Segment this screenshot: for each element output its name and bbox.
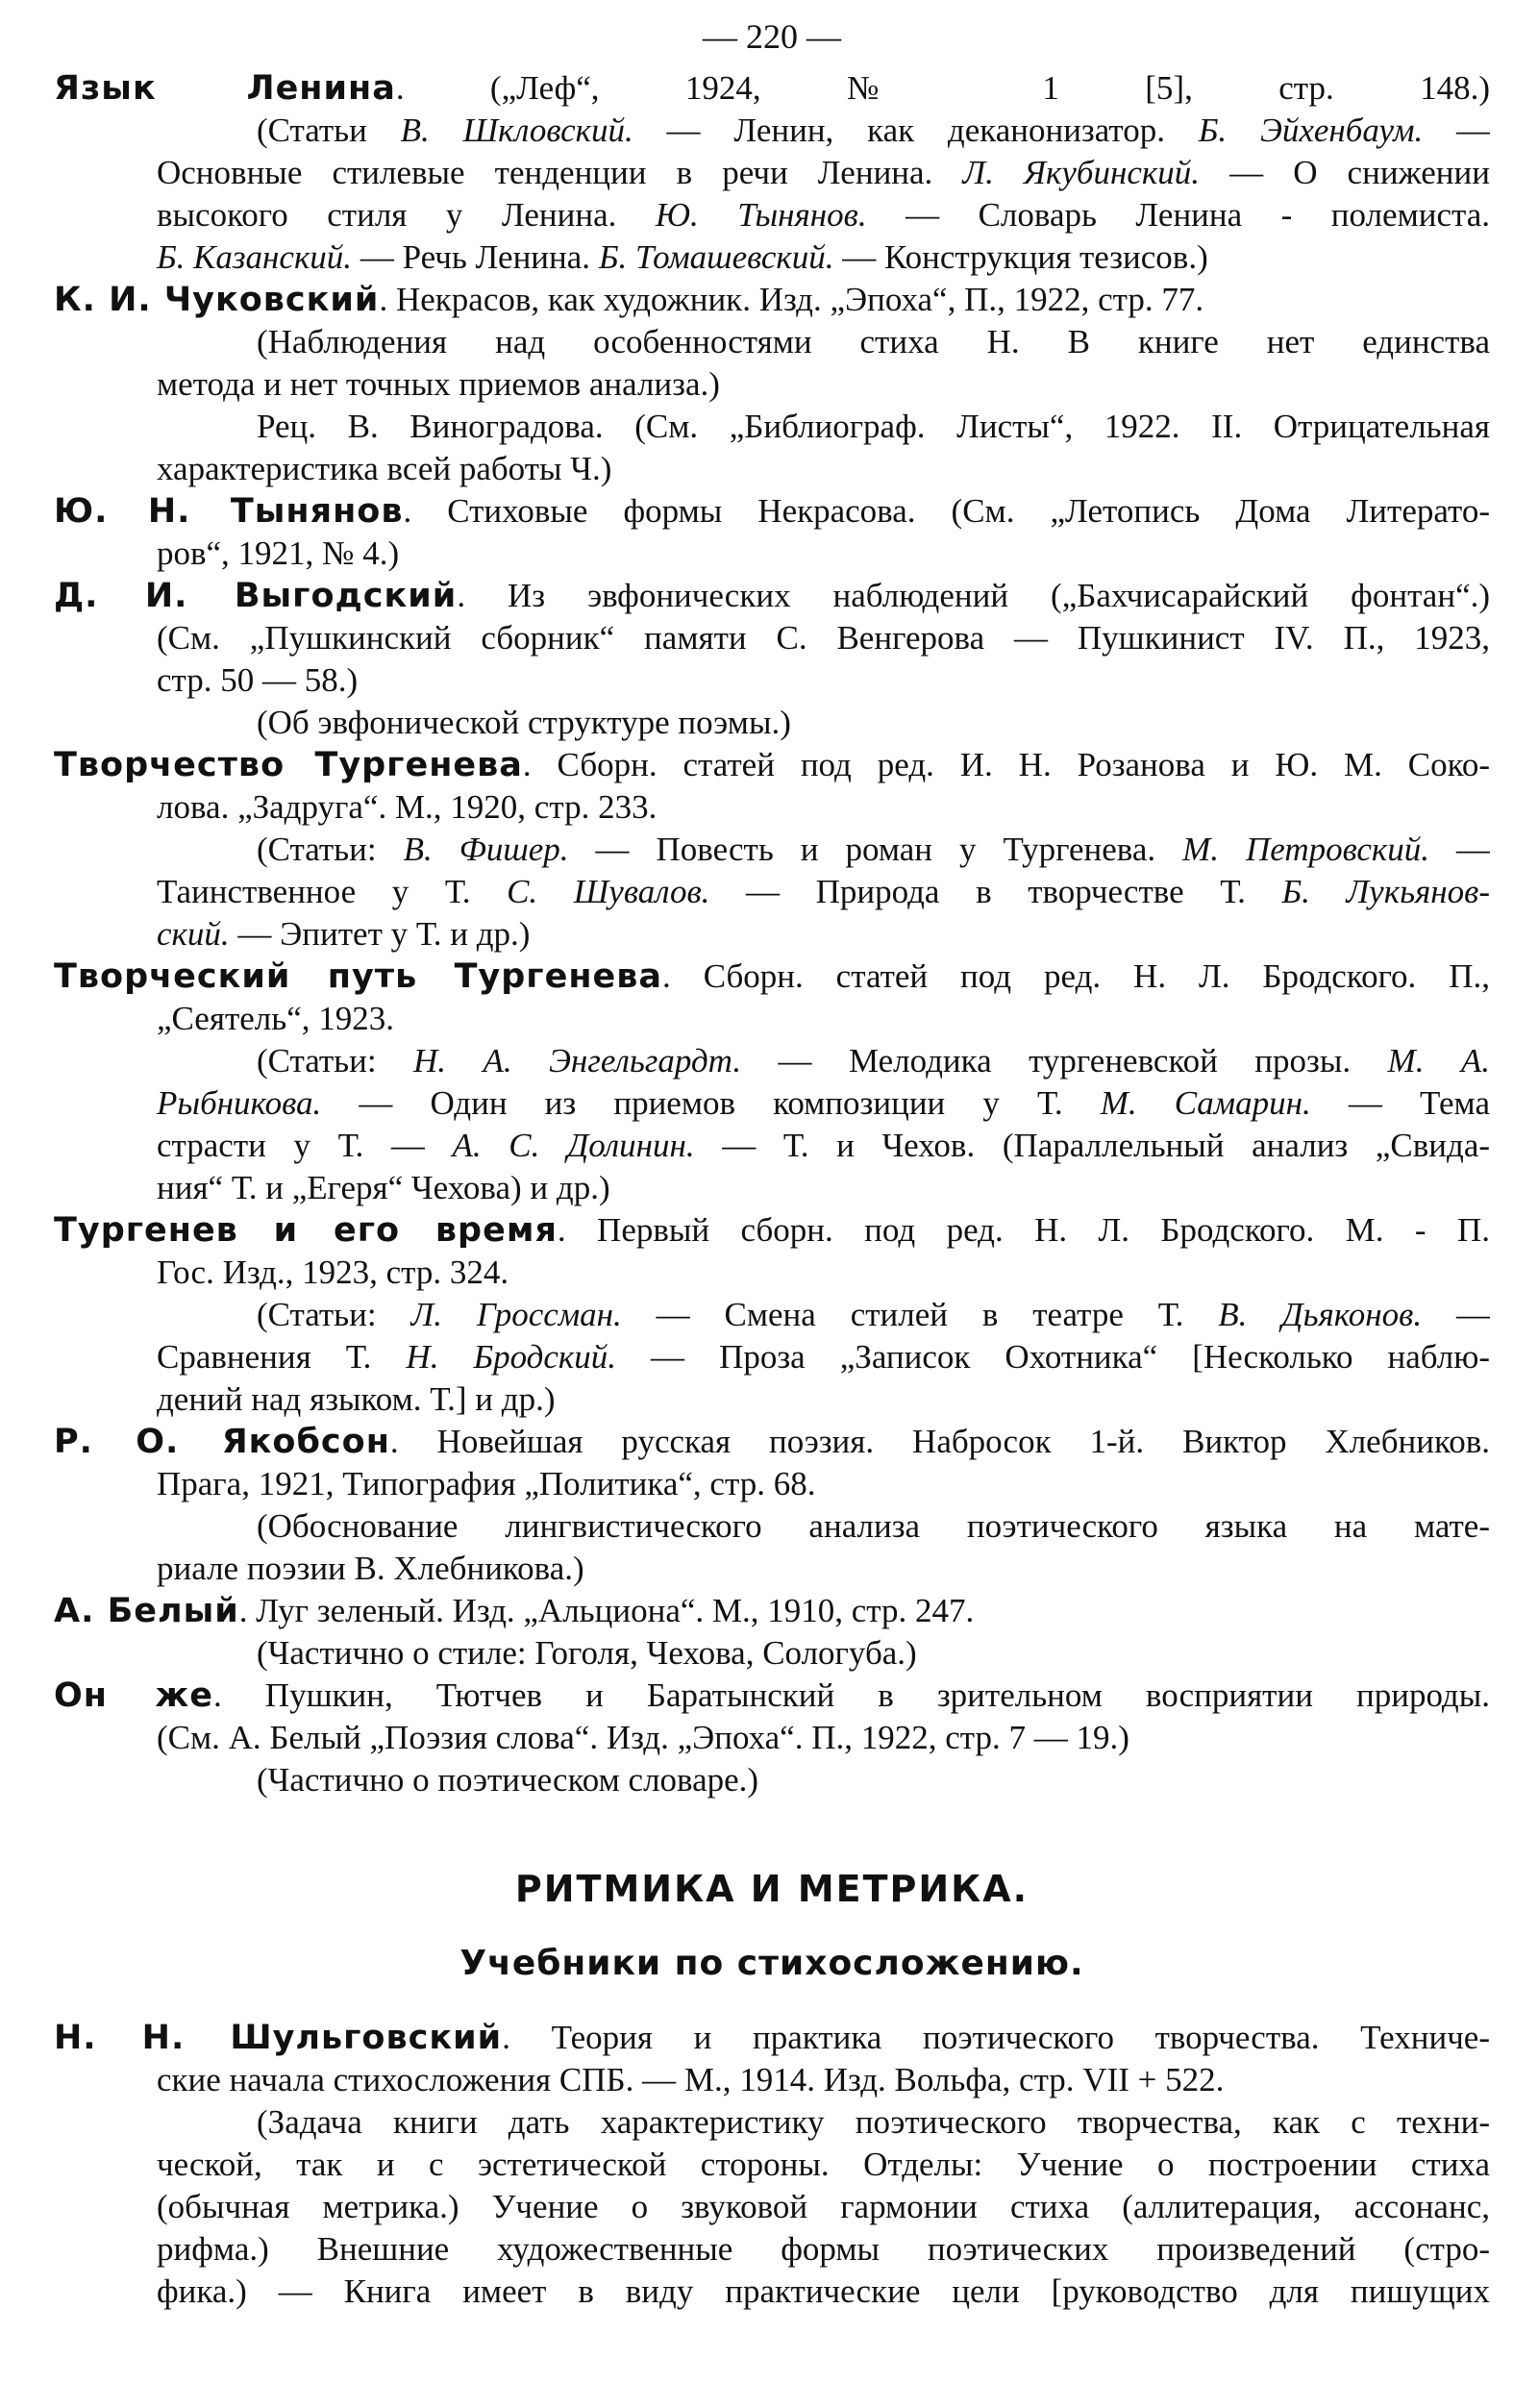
entry-line <box>54 152 1490 194</box>
entry-line <box>54 1167 1490 1209</box>
entry-line <box>54 617 1490 659</box>
bibliography-entry <box>54 2017 1490 2313</box>
entry-line <box>54 659 1490 702</box>
bibliography-entry <box>54 279 1490 490</box>
entry-text: страсти у Т. — <box>157 1127 453 1164</box>
bibliography-entry <box>54 956 1490 1209</box>
entry-text: метода и нет точных приемов анализа.) <box>157 365 720 403</box>
cited-author: ский. <box>157 915 230 953</box>
entry-text: . Сборн. статей под ред. Н. Л. Бродского. П., <box>662 957 1490 995</box>
entry-line <box>54 1252 1490 1294</box>
entry-text: Прага, 1921, Типография „Политика“, стр. 68. <box>157 1465 816 1502</box>
entry-line <box>54 871 1490 913</box>
entry-line <box>54 448 1490 490</box>
entry-text: Основные стилевые тенденции в речи Ленина. <box>157 154 963 191</box>
entry-text: — <box>1423 112 1490 149</box>
entry-text: риале поэзии В. Хлебникова.) <box>157 1550 584 1587</box>
cited-author: Н. Бродский. <box>406 1338 617 1376</box>
bibliography-entry <box>54 490 1490 575</box>
entry-text: . Сборн. статей под ред. И. Н. Розанова и Ю. М. Соко- <box>522 746 1490 783</box>
entry-text: характеристика всей работы Ч.) <box>157 450 612 487</box>
entry-text: (Статьи <box>257 112 401 149</box>
bibliography-list-2 <box>54 2017 1490 2313</box>
cited-author: Ю. Тынянов. <box>655 196 867 234</box>
entry-text: — Один из приемов композиции у Т. <box>321 1084 1101 1122</box>
entry-text: (Наблюдения над особенностями стиха Н. В книге нет единства <box>257 323 1490 360</box>
cited-author: М. Самарин. <box>1100 1084 1311 1122</box>
entry-text: . Теория и практика поэтического творчества. Техниче- <box>502 2019 1490 2056</box>
entry-text: — Мелодика тургеневской прозы. <box>741 1042 1388 1080</box>
bibliography-entry <box>54 67 1490 279</box>
entry-author: Д. И. Выгодский <box>54 577 458 615</box>
entry-text: — Повесть и роман у Тургенева. <box>568 831 1183 868</box>
entry-line <box>54 702 1490 744</box>
entry-text: (Статьи: <box>257 1042 414 1080</box>
entry-line <box>54 1590 1490 1632</box>
entry-line <box>54 406 1490 448</box>
entry-text: стр. 50 — 58.) <box>157 661 359 699</box>
entry-author: Н. Н. Шульговский <box>54 2019 503 2057</box>
bibliography-entry <box>54 1590 1490 1675</box>
entry-author: Ю. Н. Тынянов <box>54 492 404 531</box>
cited-author: М. А. <box>1387 1042 1490 1080</box>
entry-text: (Частично о поэтическом словаре.) <box>257 1761 759 1799</box>
entry-text: — Смена стилей в театре Т. <box>621 1296 1219 1333</box>
cited-author: С. Шувалов. <box>507 873 710 910</box>
entry-line <box>54 2059 1490 2101</box>
entry-line <box>54 998 1490 1040</box>
entry-line <box>54 194 1490 236</box>
entry-text: — Тема <box>1310 1084 1490 1122</box>
entry-text: „Сеятель“, 1923. <box>157 1000 394 1037</box>
entry-line <box>54 321 1490 363</box>
entry-line <box>54 1040 1490 1082</box>
entry-line <box>54 786 1490 829</box>
entry-text: Гос. Изд., 1923, стр. 324. <box>157 1254 509 1291</box>
entry-text: дений над языком. Т.] и др.) <box>157 1380 556 1418</box>
entry-line <box>54 1336 1490 1378</box>
entry-text: . Стиховые формы Некрасова. (См. „Летопись Дома Литерато- <box>403 492 1490 530</box>
entry-author: Творческий путь Тургенева <box>54 957 663 996</box>
entry-line <box>54 1632 1490 1675</box>
cited-author: Б. Томашевский. <box>598 238 834 276</box>
entry-text: фика.) — Книга имеет в виду практические цели [руководство для пишущих <box>157 2272 1490 2310</box>
cited-author: Б. Эйхенбаум. <box>1198 112 1424 149</box>
entry-text: — <box>1429 831 1490 868</box>
entry-author: Язык Ленина <box>54 69 396 108</box>
entry-line <box>54 1294 1490 1336</box>
entry-text: ния“ Т. и „Егеря“ Чехова) и др.) <box>157 1169 610 1206</box>
entry-text: Рец. В. Виноградова. (См. „Библиограф. Листы“, 1922. II. Отрицательная <box>257 408 1490 445</box>
entry-line <box>54 2017 1490 2059</box>
entry-line <box>54 279 1490 321</box>
entry-text: (Обоснование лингвистического анализа поэтического языка на мате- <box>257 1507 1490 1545</box>
entry-line <box>54 913 1490 956</box>
entry-line <box>54 2271 1490 2313</box>
entry-line <box>54 744 1490 786</box>
entry-text: . Из эвфонических наблюдений („Бахчисарайский фонтан“.) <box>457 577 1490 614</box>
entry-text: . („Леф“, 1924, № 1 [5], стр. 148.) <box>395 69 1490 107</box>
section-title: РИТМИКА И МЕТРИКА. <box>514 1868 1029 1910</box>
entry-text: Сравнения Т. <box>157 1338 407 1376</box>
entry-line <box>54 533 1490 575</box>
bibliography-entry <box>54 744 1490 956</box>
bibliography-entry <box>54 1421 1490 1590</box>
cited-author: Л. Якубинский. <box>962 154 1200 191</box>
cited-author: А. С. Долинин. <box>452 1127 695 1164</box>
bibliography-entry <box>54 1209 1490 1421</box>
entry-text: (Задача книги дать характеристику поэтического творчества, как с техни- <box>257 2103 1490 2141</box>
entry-line <box>54 1209 1490 1252</box>
entry-text: — Природа в творчестве Т. <box>709 873 1282 910</box>
entry-text: (обычная метрика.) Учение о звуковой гармонии стиха (аллитерация, ассонанс, <box>157 2188 1490 2225</box>
entry-text: — Словарь Ленина - полемиста. <box>866 196 1490 234</box>
entry-text: Таинственное у Т. <box>157 873 508 910</box>
entry-line <box>54 67 1490 110</box>
entry-author: Р. О. Якобсон <box>54 1423 390 1461</box>
cited-author: Б. Лукьянов- <box>1281 873 1490 910</box>
document-page <box>54 0 1490 2408</box>
entry-text: . Луг зеленый. Изд. „Альциона“. М., 1910, стр. 247. <box>238 1592 975 1629</box>
entry-text: — Ленин, как деканонизатор. <box>633 112 1199 149</box>
entry-line <box>54 236 1490 279</box>
entry-line <box>54 1675 1490 1717</box>
entry-line <box>54 490 1490 533</box>
entry-text: — Эпитет у Т. и др.) <box>229 915 531 953</box>
entry-text: ские начала стихосложения СПБ. — М., 1914. Изд. Вольфа, стр. VII + 522. <box>157 2061 1225 2098</box>
cited-author: Н. А. Энгельгардт. <box>413 1042 742 1080</box>
entry-text: . Пушкин, Тютчев и Баратынский в зрительном восприятии природы. <box>213 1676 1490 1714</box>
entry-text: — Речь Ленина. <box>352 238 599 276</box>
entry-line <box>54 1082 1490 1125</box>
entry-text: (Частично о стиле: Гоголя, Чехова, Сологуба.) <box>257 1634 917 1672</box>
cited-author: Б. Казанский. <box>157 238 353 276</box>
entry-text: — Т. и Чехов. (Параллельный анализ „Свида- <box>694 1127 1490 1164</box>
entry-line <box>54 1505 1490 1548</box>
entry-line <box>54 575 1490 617</box>
cited-author: В. Шкловский. <box>400 112 633 149</box>
bibliography-list <box>54 67 1490 1801</box>
entry-text: лова. „Задруга“. М., 1920, стр. 233. <box>157 788 657 826</box>
entry-text: — О снижении <box>1200 154 1490 191</box>
entry-text: (См. „Пушкинский сборник“ памяти С. Венгерова — Пушкинист IV. П., 1923, <box>157 619 1490 657</box>
cited-author: В. Фишер. <box>403 831 569 868</box>
entry-line <box>54 2144 1490 2186</box>
cited-author: М. Петровский. <box>1182 831 1430 868</box>
entry-text: ров“, 1921, № 4.) <box>157 534 400 572</box>
entry-text: рифма.) Внешние художественные формы поэтических произведений (стро- <box>157 2230 1490 2268</box>
entry-line <box>54 1378 1490 1421</box>
entry-author: А. Белый <box>54 1592 239 1630</box>
entry-text: (Статьи: <box>257 831 404 868</box>
bibliography-entry <box>54 1675 1490 1801</box>
entry-line <box>54 829 1490 871</box>
entry-text: — Проза „Записок Охотника“ [Несколько наблю- <box>616 1338 1490 1376</box>
entry-text: высокого стиля у Ленина. <box>157 196 656 234</box>
entry-text: ческой, так и с эстетической стороны. Отделы: Учение о построении стиха <box>157 2146 1490 2183</box>
entry-text: — Конструкция тезисов.) <box>833 238 1208 276</box>
entry-author: Творчество Тургенева <box>54 746 523 784</box>
entry-line <box>54 2228 1490 2271</box>
entry-text: — <box>1422 1296 1490 1333</box>
entry-line <box>54 1717 1490 1759</box>
entry-line <box>54 2186 1490 2228</box>
entry-line <box>54 1421 1490 1463</box>
entry-line <box>54 956 1490 998</box>
entry-author: К. И. Чуковский <box>54 281 380 319</box>
entry-text: (См. А. Белый „Поэзия слова“. Изд. „Эпоха“. П., 1922, стр. 7 — 19.) <box>157 1719 1129 1756</box>
entry-text: . Новейшая русская поэзия. Набросок 1-й. Виктор Хлебников. <box>389 1423 1490 1460</box>
entry-line <box>54 2101 1490 2144</box>
entry-line <box>54 1759 1490 1801</box>
cited-author: Рыбникова. <box>157 1084 322 1122</box>
subsection-title: Учебники по стихосложению. <box>459 1944 1084 1983</box>
entry-line <box>54 1125 1490 1167</box>
cited-author: В. Дьяконов. <box>1218 1296 1423 1333</box>
bibliography-entry <box>54 575 1490 744</box>
entry-line <box>54 1463 1490 1505</box>
cited-author: Л. Гроссман. <box>410 1296 622 1333</box>
entry-text: (Статьи: <box>257 1296 411 1333</box>
entry-text: (Об эвфонической структуре поэмы.) <box>257 704 791 741</box>
entry-text: . Первый сборн. под ред. Н. Л. Бродского. М. - П. <box>557 1211 1490 1249</box>
page-number: — 220 — <box>703 17 841 56</box>
entry-author: Он же <box>54 1676 213 1715</box>
entry-line <box>54 363 1490 406</box>
entry-author: Тургенев и его время <box>54 1211 558 1250</box>
entry-line <box>54 1548 1490 1590</box>
entry-text: . Некрасов, как художник. Изд. „Эпоха“, П., 1922, стр. 77. <box>379 281 1204 318</box>
entry-line <box>54 110 1490 152</box>
